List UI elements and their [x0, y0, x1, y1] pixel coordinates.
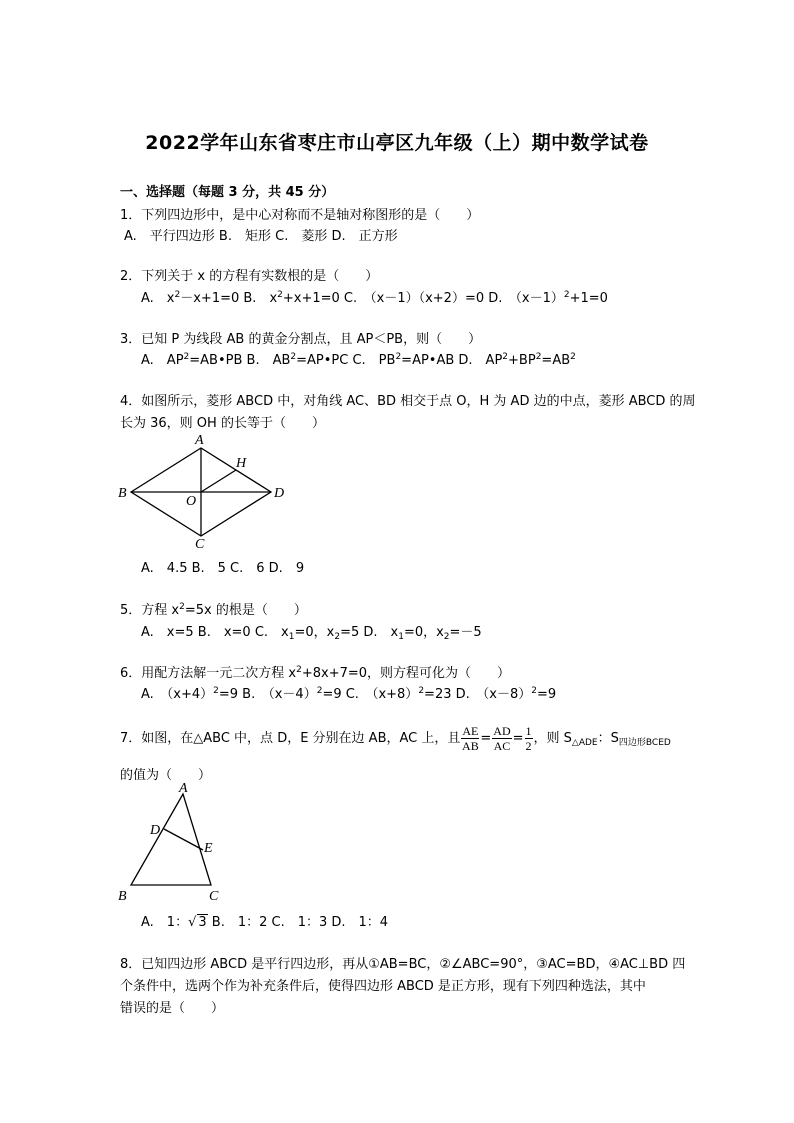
q2-stem: 2．下列关于 x 的方程有实数根的是（ ） — [120, 269, 379, 284]
label-c: C — [209, 889, 219, 904]
label-e: E — [204, 841, 213, 856]
q6-stem: 6．用配方法解一元二次方程 $x^2+8x+7=0$，则方程可化为（ ） — [120, 665, 511, 681]
q7-stem-line2: 的值为（ ） — [120, 768, 212, 783]
label-h: H — [236, 456, 247, 471]
q8-stem-line1: 8．已知四边形 ABCD 是平行四边形，再从①AB=BC，②∠ABC=90°，③AC=BD，④AC⊥BD 四 — [120, 957, 686, 972]
q4-stem-line2: 长为 36，则 OH 的长等于（ ） — [120, 416, 325, 431]
q5-options: A. x=5 B. x=0 C. $x_1=0$，$x_2=5$ D. $x_1=0$，$x_2=-5$ — [141, 625, 482, 642]
fraction-one-half: $\frac{1}{2}$ — [525, 724, 532, 753]
label-a: A — [179, 782, 188, 796]
q6-options: A. $(x+4)^2=9$ B. $(x-4)^2=9$ C. $(x+8)^2=23$ D. $(x-8)^2=9$ — [141, 686, 557, 702]
q4-stem-line1: 4．如图所示，菱形 ABCD 中，对角线 AC、BD 相交于点 O，H 为 AD 边的中点，菱形 ABCD 的周 — [120, 394, 696, 409]
q7-options: A. 1：√ 3 B. 1：2 C. 1：3 D. 1：4 — [141, 915, 389, 930]
fraction-ad-ac: $\frac{AD}{AC}$ — [493, 724, 511, 753]
q8-stem-line3: 错误的是（ ） — [120, 1001, 225, 1016]
q3-stem: 3．已知 P 为线段 AB 的黄金分割点，且 AP＜PB，则（ ） — [120, 332, 482, 347]
q2-options: A. $x^2-x+1=0$ B. $x^2+x+1=0$ C. （x－1）（x+2）=0 D. $(x-1)^2+1=0$ — [141, 290, 608, 306]
q7-stem: 7．如图，在△ABC 中，点 D，E 分别在边 AB，AC 上，且 $\frac{AE}{AB}$ = $\frac{AD}{AC}$ = $\frac{1}{2}$ ，则 $S_{\triangle ADE}$：$S_{四边形BCED}$ — [120, 724, 671, 753]
label-o: O — [186, 494, 197, 509]
label-a: A — [195, 433, 204, 448]
q3-options: A. $AP^2=AB•PB$ B. $AB^2=AP•PC$ C. $PB^2=AP•AB$ D. $AP^2+BP^2=AB^2$ — [141, 352, 576, 368]
triangle-figure — [112, 782, 232, 907]
rhombus-figure — [112, 430, 302, 552]
page-title: 2022学年山东省枣庄市山亭区九年级（上）期中数学试卷 — [145, 132, 649, 154]
q1-stem: 1．下列四边形中，是中心对称而不是轴对称图形的是（ ） — [120, 208, 480, 223]
label-c: C — [195, 537, 205, 552]
label-d: D — [150, 823, 161, 838]
segment-oh — [201, 470, 236, 492]
section-heading: 一、选择题（每题 3 分，共 45 分） — [120, 185, 335, 200]
q8-stem-line2: 个条件中，选两个作为补充条件后，使得四边形 ABCD 是正方形，现有下列四种选法，其中 — [120, 979, 646, 994]
triangle-abc — [131, 794, 211, 885]
q4-options: A. 4.5 B. 5 C. 6 D. 9 — [141, 561, 305, 576]
label-b: B — [118, 486, 127, 501]
q5-stem: 5．方程 $x^2=5x$ 的根是（ ） — [120, 602, 307, 618]
label-d: D — [274, 486, 285, 501]
fraction-ae-ab: $\frac{AE}{AB}$ — [462, 724, 479, 753]
label-b: B — [118, 889, 127, 904]
q1-options: A. 平行四边形 B. 矩形 C. 菱形 D. 正方形 — [124, 229, 398, 244]
